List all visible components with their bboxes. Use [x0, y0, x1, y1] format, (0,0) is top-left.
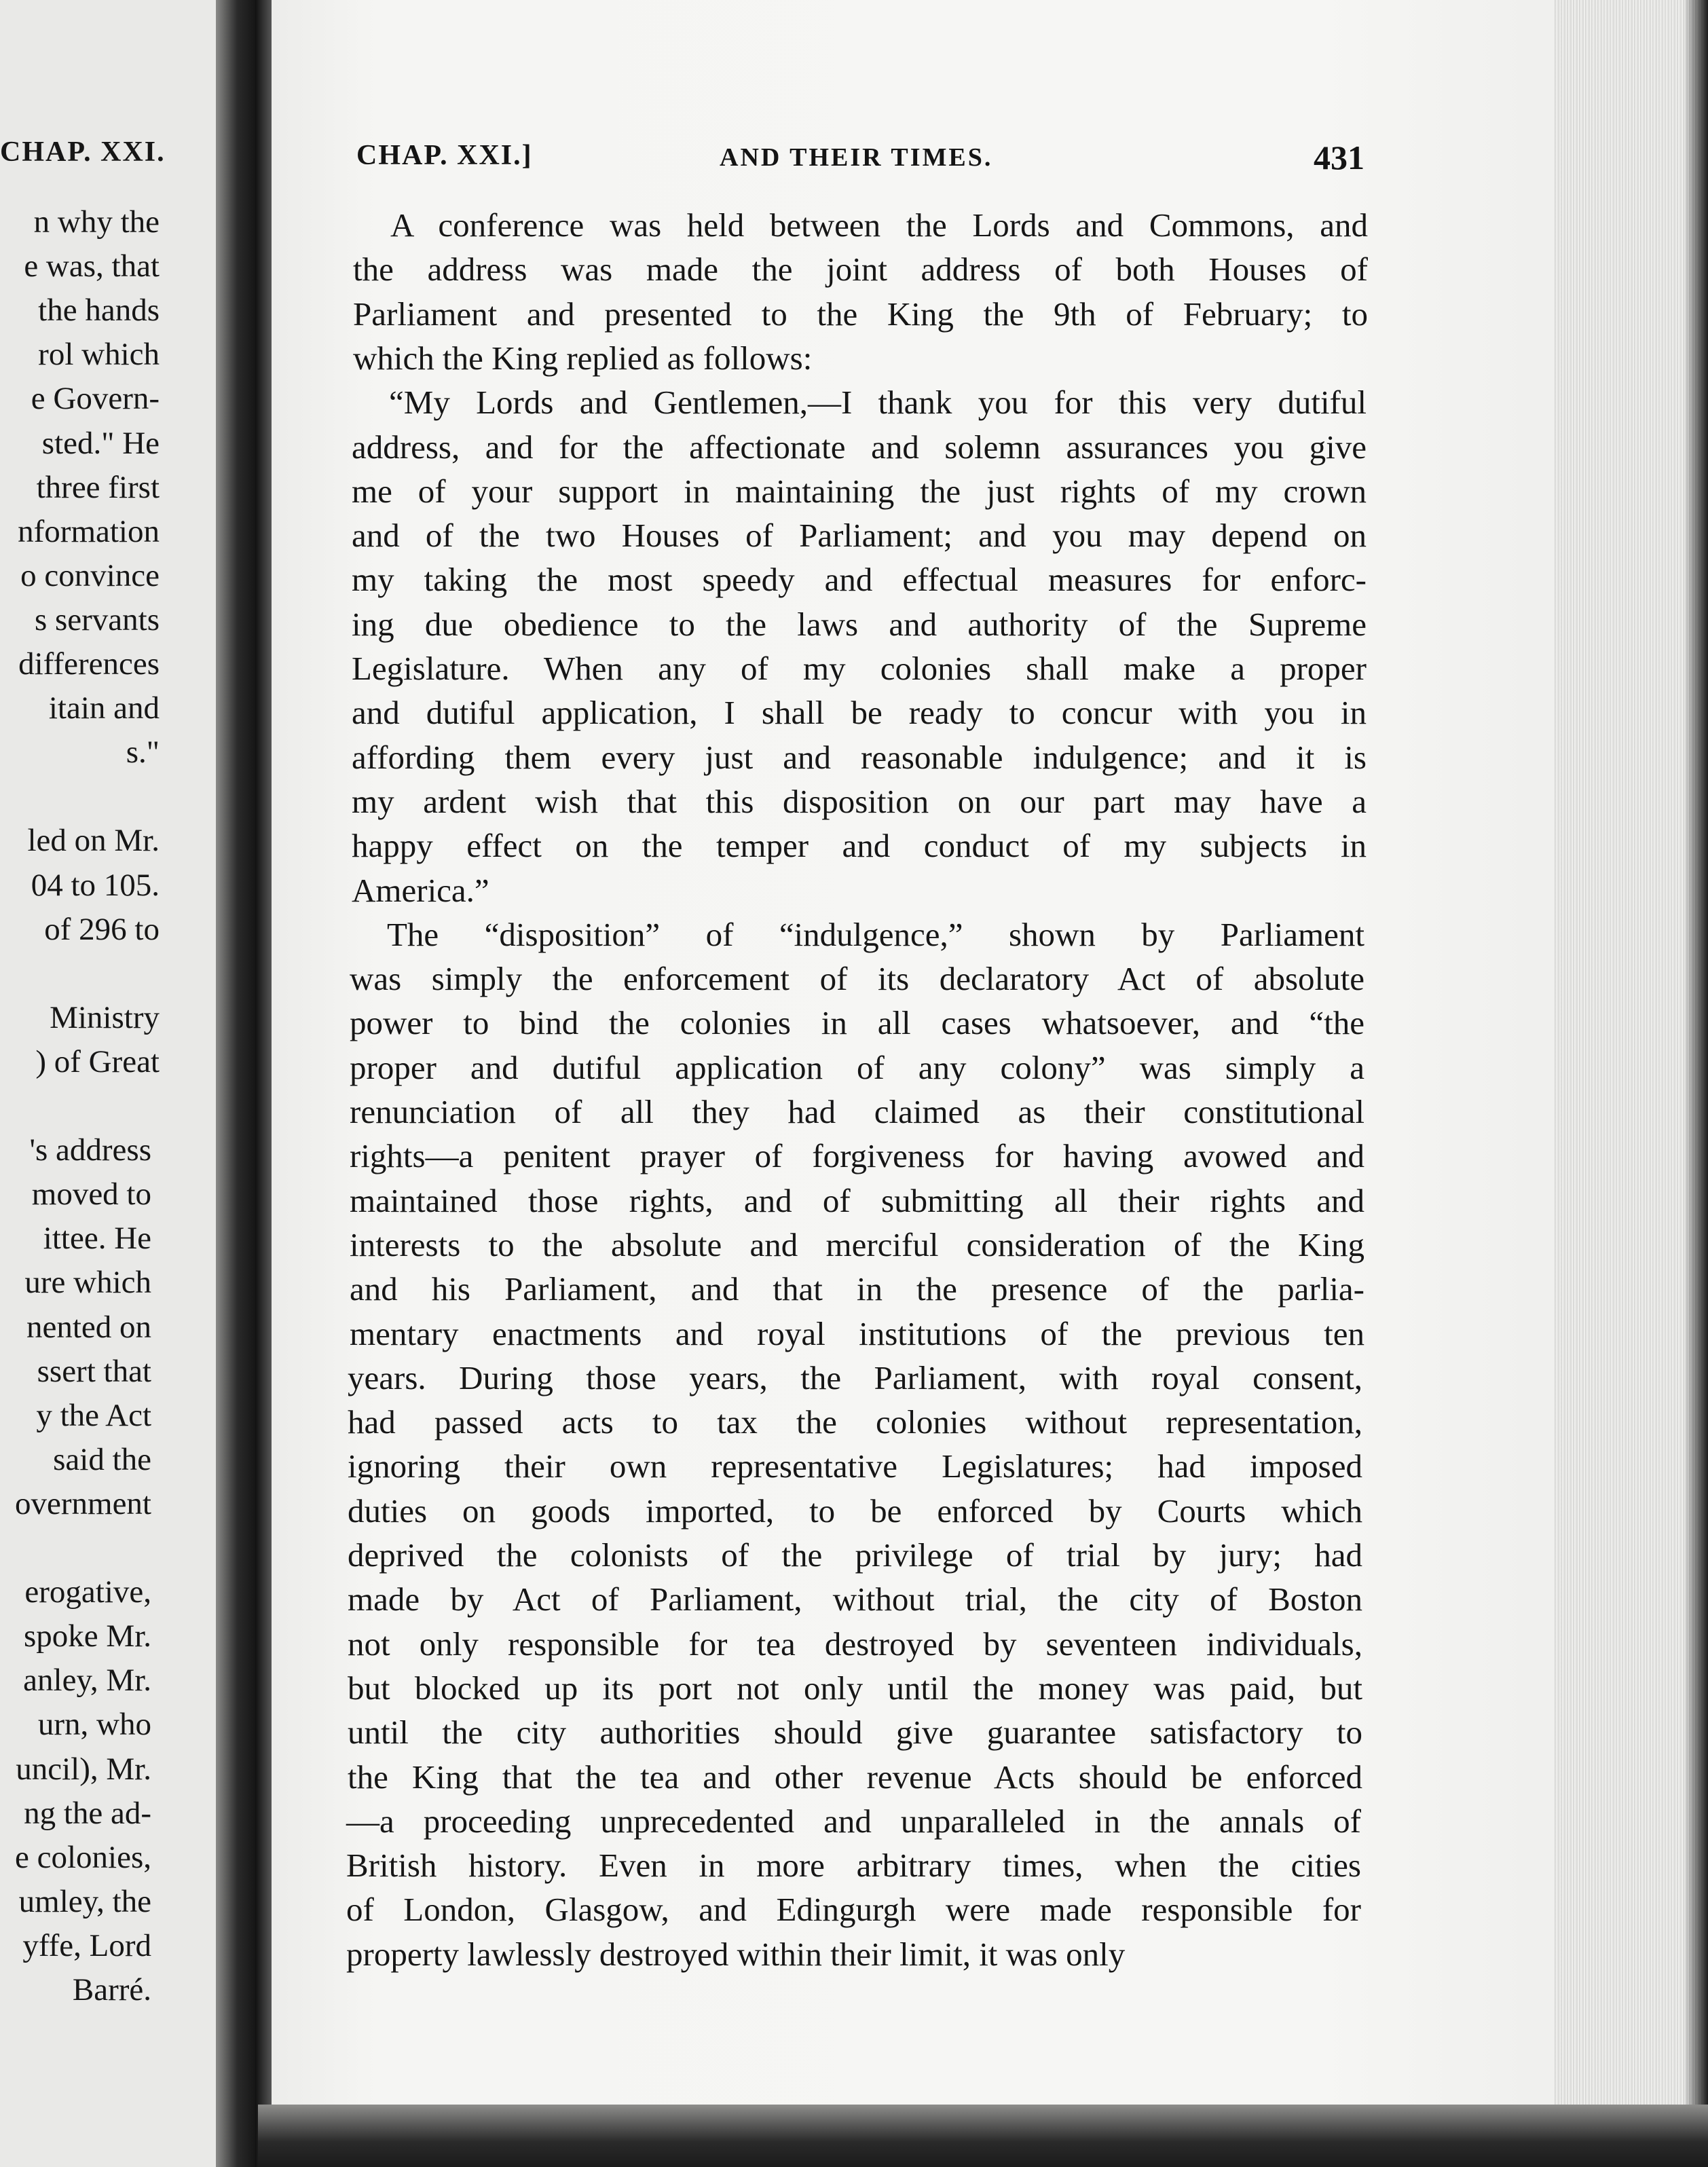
- facing-page-line: uncil), Mr.: [16, 1751, 151, 1787]
- text-line: Legislature. When any of my colonies shall make a proper: [352, 650, 1367, 687]
- facing-page-line: the hands: [38, 293, 160, 329]
- facing-page-line: Ministry: [50, 999, 160, 1035]
- facing-page-line: ure which: [24, 1265, 151, 1301]
- facing-page-line: e Govern-: [31, 381, 160, 417]
- text-line: British history. Even in more arbitrary times, when the cities: [346, 1847, 1361, 1885]
- text-line: maintained those rights, and of submitting all their rights and: [350, 1181, 1364, 1219]
- text-line: and of the two Houses of Parliament; and you may depend on: [352, 517, 1367, 555]
- facing-page-line: overnment: [15, 1485, 151, 1521]
- facing-page-line: spoke Mr.: [24, 1618, 151, 1654]
- text-line: made by Act of Parliament, without trial, the city of Boston: [348, 1580, 1362, 1618]
- facing-page-line: rol which: [38, 337, 160, 373]
- text-line: duties on goods imported, to be enforced by Courts which: [348, 1492, 1362, 1530]
- facing-page-line: anley, Mr.: [23, 1663, 151, 1699]
- text-line: address, and for the affectionate and solemn assurances you give: [352, 428, 1367, 466]
- facing-page-line: umley, the: [18, 1883, 151, 1919]
- text-line: mentary enactments and royal institutions of the previous ten: [350, 1314, 1364, 1352]
- facing-page-line: s.": [126, 735, 160, 771]
- facing-page-line: ng the ad-: [24, 1795, 151, 1831]
- running-title: AND THEIR TIMES.: [720, 143, 993, 172]
- facing-page-line: three first: [36, 469, 160, 505]
- chapter-heading: CHAP. XXI.]: [356, 140, 533, 171]
- facing-page-line: ) of Great: [35, 1043, 160, 1079]
- text-line: my ardent wish that this disposition on our part may have a: [352, 782, 1367, 820]
- facing-page-line: said the: [53, 1441, 151, 1477]
- facing-page-line: erogative,: [24, 1574, 151, 1610]
- facing-page-line: o convince: [20, 557, 160, 593]
- facing-page-line: y the Act: [36, 1397, 151, 1433]
- text-line: proper and dutiful application of any colony” was simply a: [350, 1048, 1364, 1086]
- text-line: of London, Glasgow, and Edingurgh were made responsible for: [346, 1891, 1361, 1929]
- facing-page-line: ittee. He: [43, 1221, 151, 1257]
- text-line: happy effect on the temper and conduct of my subjects in: [352, 827, 1367, 865]
- facing-page-line: Barré.: [72, 1972, 151, 2007]
- facing-page-line: n why the: [33, 204, 160, 240]
- facing-page-line: e was, that: [24, 248, 160, 284]
- facing-page: [0, 0, 234, 2167]
- text-line: the King that the tea and other revenue Acts should be enforced: [348, 1758, 1362, 1796]
- bottom-shadow: [258, 2105, 1708, 2167]
- facing-page-line: differences: [18, 646, 160, 682]
- text-line: deprived the colonists of the privilege of trial by jury; had: [348, 1536, 1362, 1574]
- facing-page-running-head: CHAP. XXI.: [0, 136, 166, 168]
- facing-page-shadow: [216, 0, 255, 2167]
- text-line: but blocked up its port not only until the money was paid, but: [348, 1669, 1362, 1707]
- facing-page-line: sted." He: [41, 425, 160, 461]
- text-line: renunciation of all they had claimed as their constitutional: [350, 1093, 1364, 1130]
- facing-page-line: nented on: [26, 1309, 151, 1345]
- text-line: ignoring their own representative Legislatures; had imposed: [348, 1447, 1362, 1485]
- text-line: power to bind the colonies in all cases whatsoever, and “the: [350, 1004, 1364, 1042]
- facing-page-line: urn, who: [37, 1707, 151, 1743]
- text-line: until the city authorities should give guarantee satisfactory to: [348, 1714, 1362, 1752]
- facing-page-line: ssert that: [37, 1353, 151, 1389]
- text-line: and his Parliament, and that in the presence of the parlia-: [350, 1270, 1364, 1308]
- text-line: A conference was held between the Lords and Commons, and: [390, 206, 1368, 244]
- facing-page-line: 04 to 105.: [31, 867, 160, 903]
- page-number: 431: [1314, 138, 1364, 177]
- text-line: ing due obedience to the laws and authority of the Supreme: [352, 605, 1367, 643]
- facing-page-line: itain and: [48, 690, 160, 726]
- facing-page-line: moved to: [31, 1177, 151, 1212]
- facing-page-line: of 296 to: [44, 911, 160, 947]
- text-line: the address was made the joint address of both Houses of: [353, 251, 1368, 289]
- text-line: me of your support in maintaining the just rights of my crown: [352, 472, 1367, 510]
- facing-page-line: 's address: [29, 1132, 151, 1168]
- text-line: —a proceeding unprecedented and unparalleled in the annals of: [346, 1802, 1361, 1840]
- page-edges-shadow: [1684, 0, 1708, 2167]
- text-line: property lawlessly destroyed within their limit, it was only: [346, 1935, 1126, 1973]
- text-line: The “disposition” of “indulgence,” shown by Parliament: [387, 915, 1364, 953]
- facing-page-line: nformation: [18, 513, 160, 549]
- text-line: “My Lords and Gentlemen,—I thank you for this very dutiful: [389, 384, 1367, 422]
- text-line: rights—a penitent prayer of forgiveness for having avowed and: [350, 1137, 1364, 1175]
- text-line: which the King replied as follows:: [353, 339, 813, 377]
- text-line: not only responsible for tea destroyed by seventeen individuals,: [348, 1625, 1362, 1663]
- facing-page-line: led on Mr.: [27, 823, 160, 859]
- text-line: had passed acts to tax the colonies without representation,: [348, 1403, 1362, 1441]
- text-line: affording them every just and reasonable indulgence; and it is: [352, 738, 1367, 776]
- facing-page-line: e colonies,: [15, 1839, 151, 1875]
- facing-page-line: yffe, Lord: [22, 1927, 151, 1963]
- text-line: and dutiful application, I shall be ready to concur with you in: [352, 694, 1367, 732]
- running-head: [356, 139, 1364, 180]
- text-line: interests to the absolute and merciful consideration of the King: [350, 1225, 1364, 1263]
- text-line: years. During those years, the Parliament, with royal consent,: [348, 1358, 1362, 1396]
- text-line: America.”: [352, 871, 489, 909]
- text-line: my taking the most speedy and effectual measures for enforc-: [352, 561, 1367, 599]
- text-line: Parliament and presented to the King the 9th of February; to: [353, 295, 1368, 333]
- text-line: was simply the enforcement of its declaratory Act of absolute: [350, 960, 1364, 998]
- facing-page-line: s servants: [34, 601, 160, 637]
